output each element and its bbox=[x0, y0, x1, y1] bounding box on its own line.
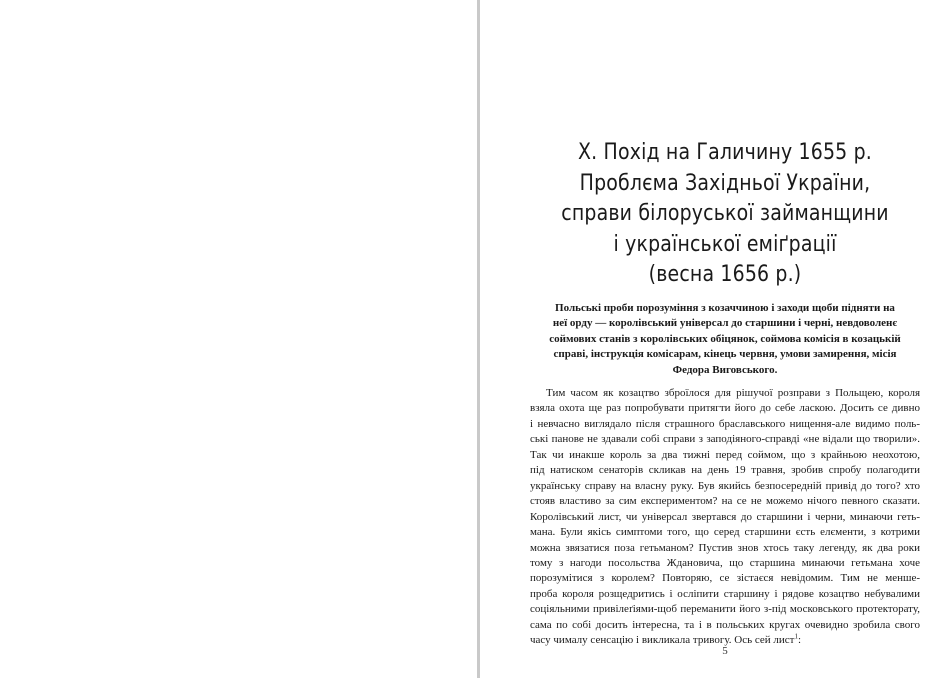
body-line: тому з нагоди посольства Ждановича, що старшина минаючи гетьмана хоче bbox=[530, 556, 920, 569]
body-line: ські панове не здавали собі справи з заподіяного-справді «не відали що творили». bbox=[530, 433, 920, 446]
summary-line: справі, інструкція комісарам, кінець червня, умови замирення, місія bbox=[553, 348, 897, 361]
chapter-title-line: X. Похід на Галичину 1655 р. bbox=[578, 140, 872, 165]
summary-line: Польські проби порозуміння з козаччиною і заходи щоби підняти на bbox=[555, 302, 895, 314]
chapter-title-line: і української еміґрації bbox=[613, 231, 837, 257]
summary-line: соймових станів з королівських обіцянок, соймова комісія в козацькій bbox=[549, 332, 901, 345]
body-line: стояв властиво за сим експериментом? на се не можемо нічого певного сказати. bbox=[530, 495, 920, 508]
chapter-title-line: справи білоруської займанщини bbox=[561, 201, 889, 226]
body-line: можна звязатися поза гетьманом? Пустив знов хтось таку легенду, як два роки bbox=[530, 541, 920, 554]
chapter-title-line: (весна 1656 р.) bbox=[648, 262, 802, 287]
summary-line: неї орду — королівський універсал до старшини і черні, невдоволенє bbox=[552, 317, 898, 330]
body-line: і невчасно виглядало після страшного браславського нищення-але видимо поль- bbox=[530, 417, 920, 430]
body-line: часу чималу сенсацію і викликала тривогу. Ось сей лист bbox=[530, 634, 795, 647]
body-line: порозумітися з королем? Повторяю, се зістаєся невідомим. Тим не менше- bbox=[530, 572, 920, 585]
body-line: взяла охота ще раз попробувати притягти його до себе ласкою. Досить се дивно bbox=[530, 402, 920, 415]
chapter-summary bbox=[530, 301, 920, 378]
body-line: під натиском сенаторів скликав на день 19 травня, зробив спробу полагодити bbox=[530, 464, 920, 477]
body-line: проба короля розщедритись і осліпити старшину і рядове козацтво небувалими bbox=[530, 587, 920, 600]
body-line: Так чи инакше король за два тижні перед соймом, що з крайньою неохотою, bbox=[530, 448, 920, 461]
body-line: українську справу на власну руку. Був якийсь безпосередній привід до того? хто bbox=[530, 479, 920, 492]
page-number: 5 bbox=[722, 645, 728, 657]
chapter-title-line: Проблєма Західньої України, bbox=[579, 170, 871, 196]
body-line: мана. Були якісь симптоми того, що серед старшини єсть елєменти, з котрими bbox=[530, 526, 920, 539]
body-paragraph bbox=[530, 386, 920, 649]
body-line: соціяльними привілеґіями-щоб переманити його з-під московського протекторату, bbox=[530, 603, 920, 616]
footnote-marker[interactable]: 1 bbox=[794, 632, 798, 641]
body-line: Королівський лист, чи універсал звертався до старшини і черни, минаючи геть- bbox=[530, 510, 920, 523]
chapter-title bbox=[549, 138, 902, 291]
right-page bbox=[480, 0, 950, 678]
body-line: Тим часом як козацтво зброїлося для рішучої розправи з Польщею, короля bbox=[546, 387, 920, 399]
summary-line: Федора Виговського. bbox=[672, 363, 778, 376]
body-line-end: : bbox=[797, 634, 802, 647]
body-line: сама по собі досить інтересна, та і в польських кругах очевидно зробила свого bbox=[530, 618, 920, 631]
